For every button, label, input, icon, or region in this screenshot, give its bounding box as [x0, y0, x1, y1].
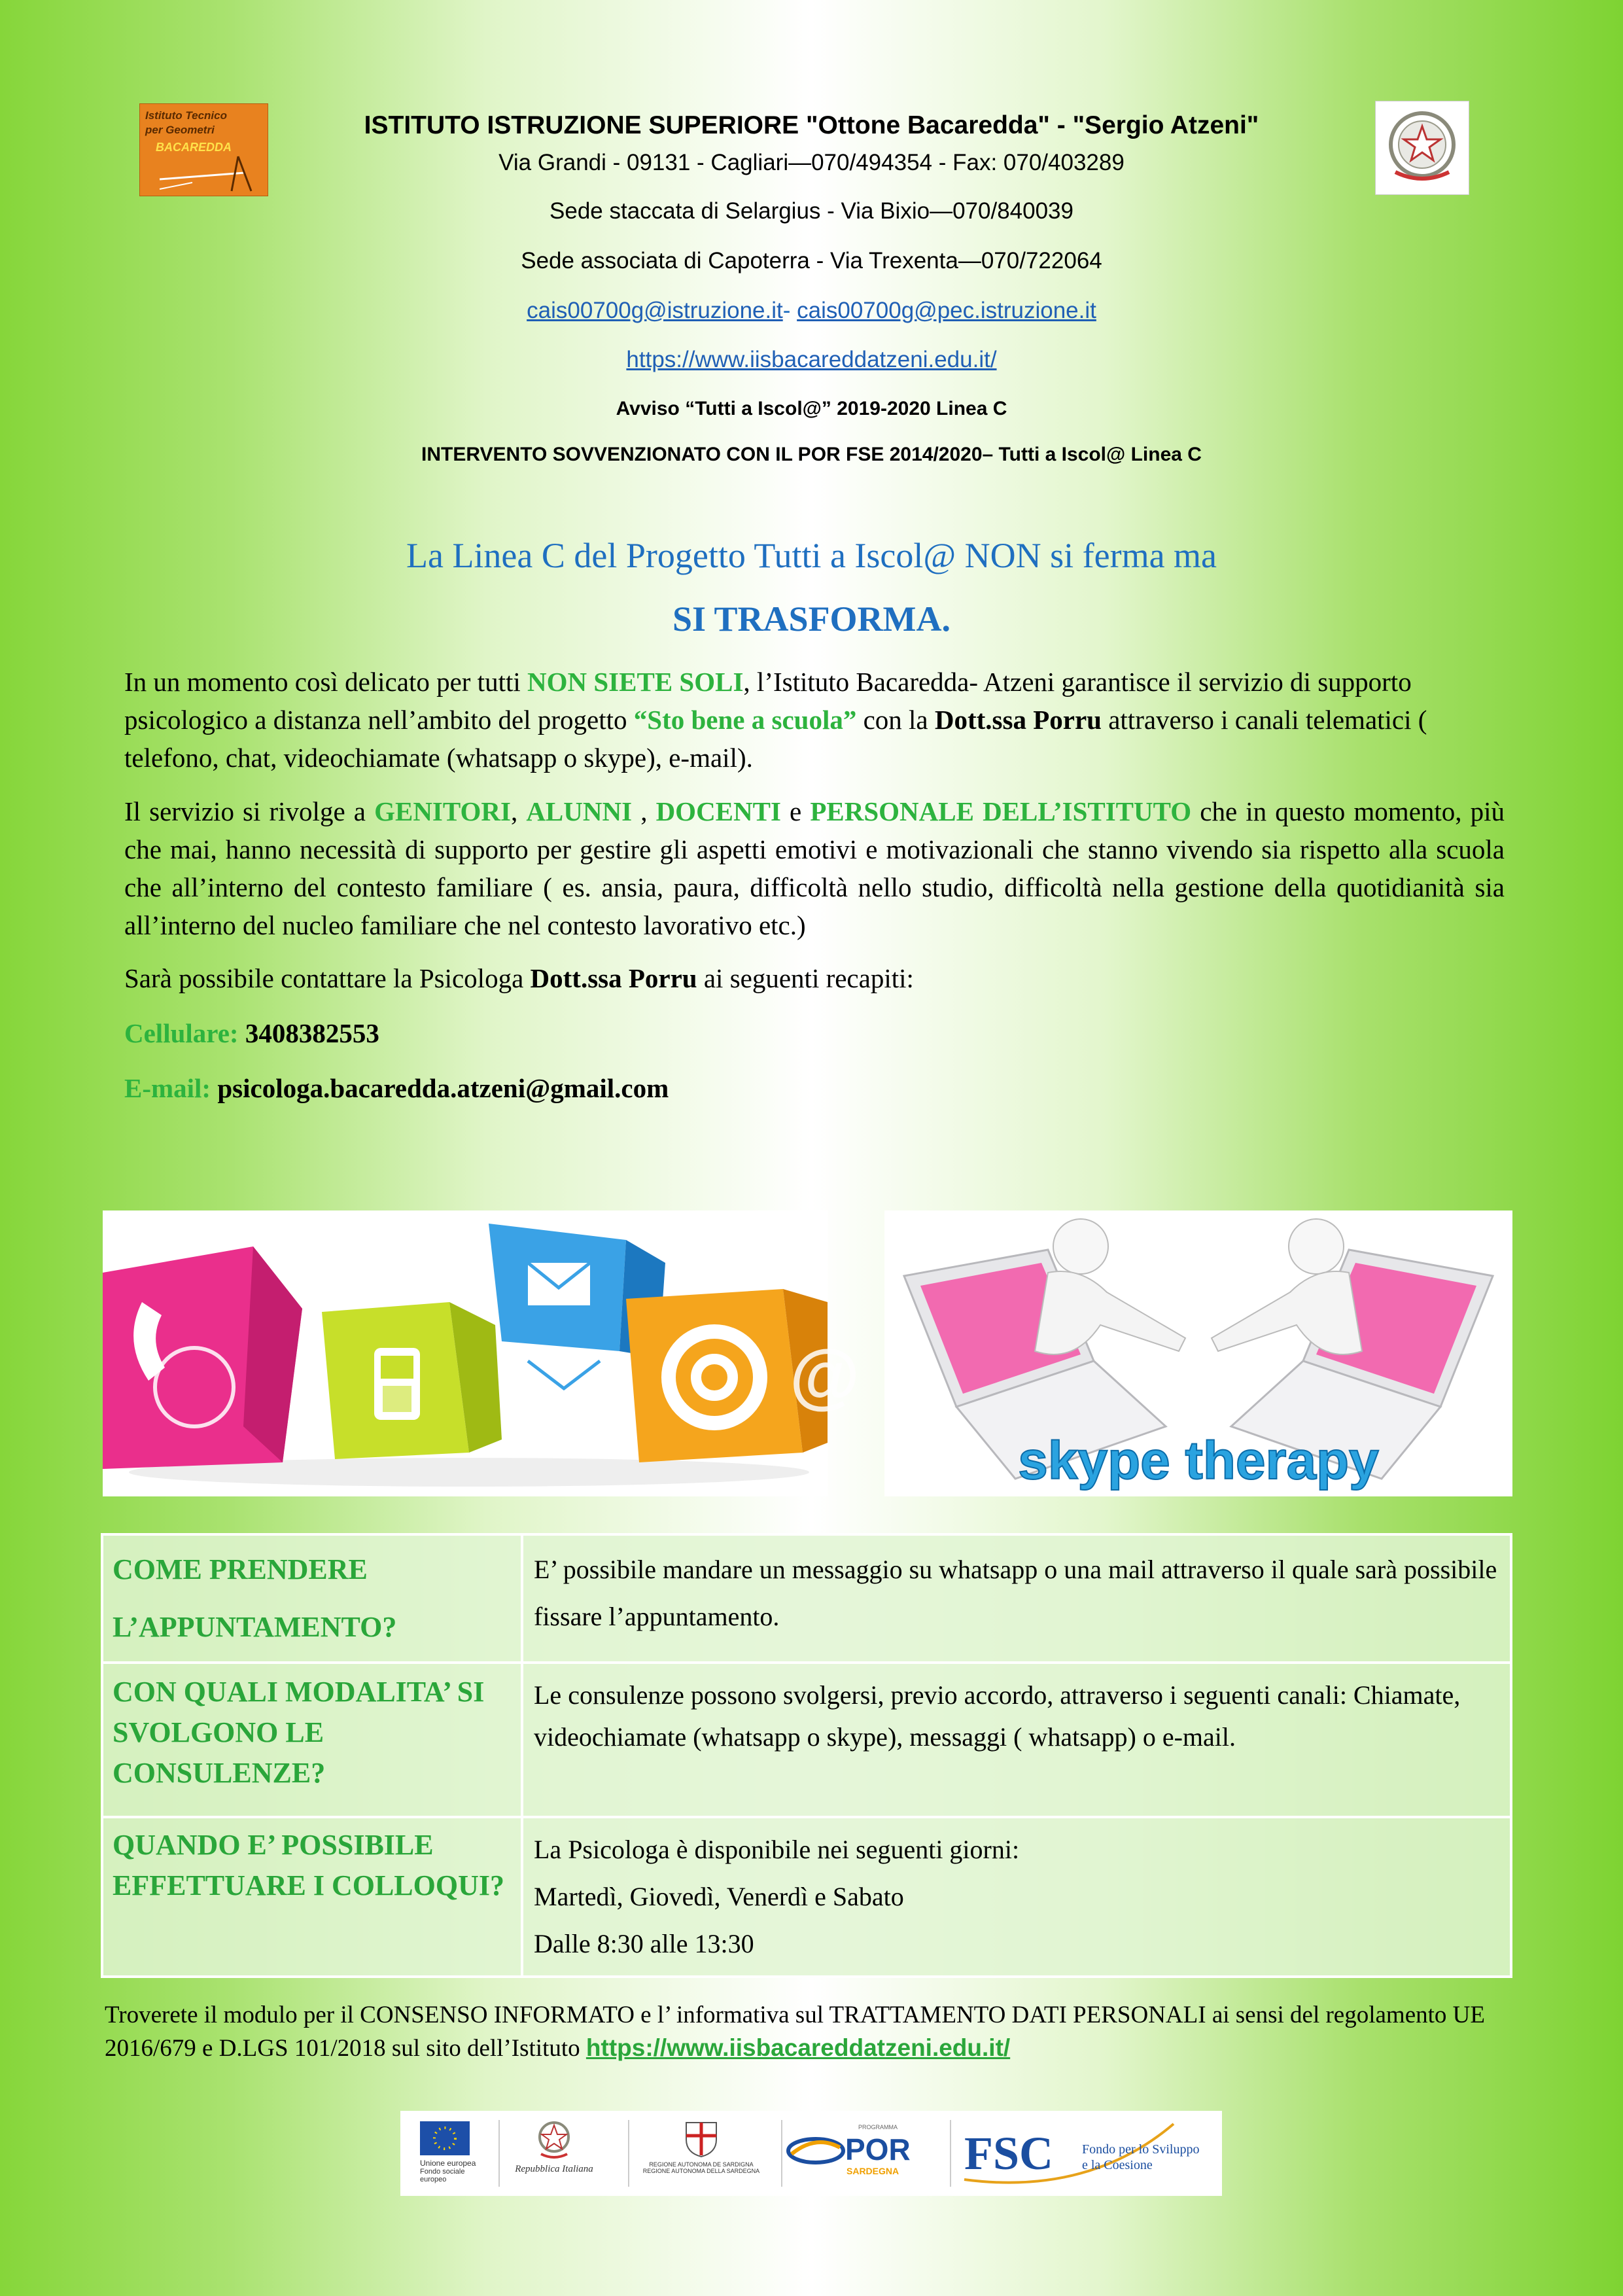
intro-paragraph: [124, 663, 1505, 777]
contact-cubes-illustration: [103, 1210, 860, 1496]
audience-sep3: e: [780, 796, 811, 826]
fsc-desc-line1: Fondo per lo Sviluppo: [1082, 2142, 1200, 2157]
logo-divider: [628, 2120, 629, 2187]
logo-divider: [950, 2120, 951, 2187]
logo-divider: [498, 2120, 500, 2187]
intro-text-e: con la: [856, 705, 935, 735]
skype-therapy-illustration: [884, 1210, 1512, 1496]
notice-line: Avviso “Tutti a Iscol@” 2019-2020 Linea C: [616, 398, 1007, 419]
intro-text-g: attraverso i canali telematici ( telefono, chat, videochiamate (whatsapp o skype), e-mail).: [124, 705, 1427, 773]
intro-text-a: In un momento così delicato per tutti: [124, 667, 528, 697]
sardegna-shield-icon: [684, 2120, 719, 2158]
psychologist-email[interactable]: psicologa.bacaredda.atzeni@gmail.com: [217, 1073, 669, 1103]
contact-cubes-image: [103, 1210, 860, 1496]
contact-intro: [124, 959, 1505, 997]
email-label: E-mail:: [124, 1073, 211, 1103]
faq-table: [101, 1533, 1512, 1978]
faq-question: COME PRENDERE L’APPUNTAMENTO?: [102, 1534, 522, 1663]
school-logo-line2: per Geometri: [145, 124, 215, 136]
footer-notice: [105, 1999, 1511, 2065]
faq-row: [102, 1663, 1511, 1817]
school-logo-line1: Istituto Tecnico: [145, 109, 227, 122]
audience-text-i: che in questo momento, più che mai, hanno necessità di supporto per gestire gli aspetti emotivi e motivazionali che stanno vivendo sia rispetto alla scuola che all’interno del contesto familiare ( es. ansia, paura, difficoltà nello studio, difficoltà nella gestione della quotidianità sia all’interno del nucleo familiare che nel contesto lavorativo etc.): [124, 796, 1505, 940]
fsc-label: FSC: [964, 2127, 1054, 2180]
contact-intro-a: Sarà possibile contattare la Psicologa: [124, 963, 531, 993]
eu-label: Unione europea: [420, 2159, 476, 2168]
intro-psychologist: Dott.ssa Porru: [934, 705, 1102, 735]
branch-capoterra: Sede associata di Capoterra - Via Trexenta—070/722064: [521, 248, 1102, 274]
skype-therapy-image: [884, 1210, 1512, 1496]
availability-days: Martedì, Giovedì, Venerdì e Sabato: [534, 1882, 904, 1911]
audience-text-a: Il servizio si rivolge a: [124, 796, 375, 826]
por-sardegna-logo: [786, 2123, 917, 2184]
school-address: Via Grandi - 09131 - Cagliari—070/494354 - Fax: 070/403289: [498, 150, 1125, 175]
faq-answer: Le consulenze possono svolgersi, previo accordo, attraverso i seguenti canali: Chiamate, videochiamate (whatsapp o skype), messaggi ( whatsapp) o e-mail.: [522, 1663, 1511, 1817]
availability-hours: Dalle 8:30 alle 13:30: [534, 1929, 754, 1958]
funding-line: INTERVENTO SOVVENZIONATO CON IL POR FSE 2014/2020– Tutti a Iscol@ Linea C: [421, 444, 1202, 465]
faq-answer: E’ possibile mandare un messaggio su whatsapp o una mail attraverso il quale sarà possibile fissare l’appuntamento.: [522, 1534, 1511, 1663]
por-sardegna-label: SARDEGNA: [846, 2166, 899, 2176]
headline-line2: SI TRASFORMA.: [672, 599, 951, 639]
audience-sep2: ,: [632, 796, 656, 826]
school-logo-line3: BACAREDDA: [156, 141, 232, 154]
phone-label: Cellulare:: [124, 1018, 239, 1048]
sardegna-logo: [636, 2120, 767, 2174]
email-separator: -: [782, 298, 791, 323]
school-title: ISTITUTO ISTRUZIONE SUPERIORE "Ottone Bacaredda" - "Sergio Atzeni": [364, 111, 1259, 139]
website-row: [0, 347, 1623, 373]
intro-text-c: , l’Istituto Bacaredda- Atzeni garantisce il servizio di supporto psicologico a distanza nell’ambito del progetto: [124, 667, 1412, 735]
institutional-email-link[interactable]: cais00700g@istruzione.it: [527, 298, 783, 323]
faq-row: [102, 1534, 1511, 1663]
eu-flag-icon: [420, 2121, 470, 2155]
phone-row: [124, 1014, 379, 1052]
mobile-icon: [374, 1348, 420, 1420]
eu-fund-label: Fondo sociale europeo: [420, 2168, 465, 2183]
contact-intro-c: ai seguenti recapiti:: [697, 963, 914, 993]
por-label: POR: [845, 2132, 911, 2166]
audience-sep1: ,: [510, 796, 527, 826]
faq-question: CON QUALI MODALITA’ SI SVOLGONO LE CONSULENZE?: [102, 1663, 522, 1817]
pec-email-link[interactable]: cais00700g@pec.istruzione.it: [797, 298, 1096, 323]
website-link[interactable]: https://www.iisbacareddatzeni.edu.it/: [626, 347, 997, 372]
audience-teachers: DOCENTI: [655, 796, 781, 826]
email-row: [124, 1069, 669, 1107]
footer-text: Troverete il modulo per il CONSENSO INFORMATO e l’ informativa sul TRATTAMENTO DATI PERSONALI ai sensi del regolamento UE 2016/679 e D.LGS 101/2018 sul sito dell’Istituto: [105, 2002, 1485, 2062]
fsc-logo: [958, 2117, 1219, 2189]
audience-parents: GENITORI: [374, 796, 511, 826]
audience-staff: PERSONALE DELL’ISTITUTO: [810, 796, 1192, 826]
branch-selargius: Sede staccata di Selargius - Via Bixio—070/840039: [550, 198, 1073, 224]
sardegna-label-italian: REGIONE AUTONOMA DELLA SARDEGNA: [642, 2168, 760, 2174]
eu-logo: [420, 2121, 492, 2183]
audience-paragraph: [124, 792, 1505, 944]
svg-text:@: @: [790, 1335, 860, 1416]
intro-project-name: “Sto bene a scuola”: [633, 705, 857, 735]
contact-intro-psychologist: Dott.ssa Porru: [530, 963, 697, 993]
audience-students: ALUNNI: [526, 796, 633, 826]
italy-emblem-icon: [536, 2117, 572, 2161]
fsc-desc-line2: e la Coesione: [1082, 2158, 1153, 2172]
por-small-label: PROGRAMMA: [858, 2124, 898, 2130]
intro-not-alone: NON SIETE SOLI: [527, 667, 744, 697]
sardegna-label-sardinian: REGIONE AUTONOMA DE SARDIGNA: [649, 2161, 754, 2168]
email-links: [0, 298, 1623, 324]
handshake-figures-icon: [1035, 1219, 1362, 1354]
por-swoosh-icon: [786, 2134, 845, 2167]
phone-number[interactable]: 3408382553: [245, 1018, 379, 1048]
logo-divider: [781, 2120, 782, 2187]
funding-logos-bar: [400, 2111, 1222, 2196]
italy-logo: [512, 2117, 597, 2175]
footer-website-link[interactable]: https://www.iisbacareddatzeni.edu.it/: [585, 2034, 1011, 2061]
faq-answer: [522, 1817, 1511, 1977]
skype-therapy-text: skype therapy: [1018, 1431, 1379, 1491]
faq-row: [102, 1817, 1511, 1977]
headline-line1: La Linea C del Progetto Tutti a Iscol@ NON si ferma ma: [406, 536, 1217, 575]
faq-question: QUANDO E’ POSSIBILE EFFETTUARE I COLLOQUI?: [102, 1817, 522, 1977]
italy-label: Repubblica Italiana: [515, 2164, 593, 2174]
availability-intro: La Psicologa è disponibile nei seguenti giorni:: [534, 1835, 1020, 1864]
